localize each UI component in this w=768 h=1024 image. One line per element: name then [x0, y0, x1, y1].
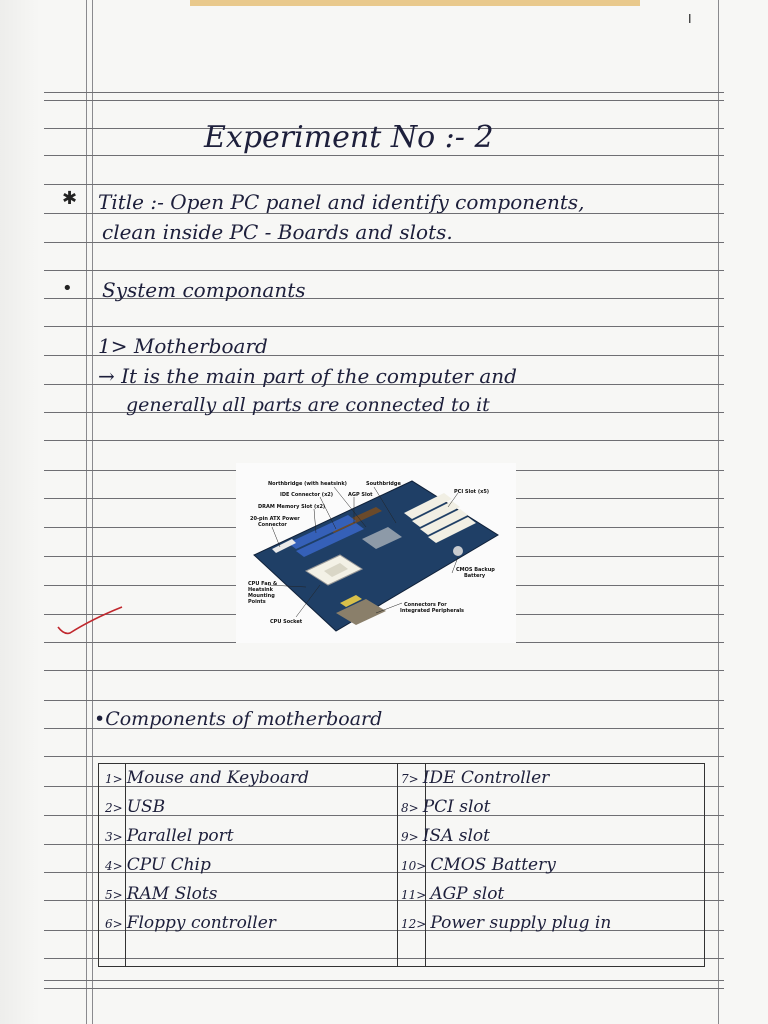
- component-list-item: [105, 768, 309, 788]
- component-list-item: [401, 913, 611, 933]
- subheading-motherboard: 1> Motherboard: [98, 334, 268, 358]
- description-line-1: → It is the main part of the computer and: [98, 364, 517, 388]
- label-cmos-battery-2: Battery: [464, 573, 486, 579]
- label-cpu-fan-3: Mounting: [248, 593, 275, 599]
- component-name: CPU Chip: [126, 855, 211, 875]
- component-name: IDE Controller: [422, 768, 550, 788]
- section-heading: System componants: [102, 278, 306, 302]
- ruled-line: [44, 92, 724, 93]
- component-list-item: [105, 884, 217, 904]
- component-number: 11>: [401, 888, 427, 902]
- component-list-item: [401, 768, 549, 788]
- component-name: RAM Slots: [126, 884, 218, 904]
- ruled-line: [44, 670, 724, 671]
- label-atx-power-2: Connector: [258, 522, 287, 528]
- component-list-item: [105, 913, 276, 933]
- component-name: Power supply plug in: [430, 913, 612, 933]
- motherboard-diagram: [236, 463, 516, 643]
- component-name: CMOS Battery: [430, 855, 556, 875]
- table-divider-middle: [397, 764, 398, 966]
- component-name: USB: [126, 797, 166, 817]
- dot-bullet: •: [62, 278, 73, 299]
- component-number: 7>: [401, 772, 419, 786]
- page-heading: Experiment No :- 2: [204, 120, 494, 155]
- component-list-item: [105, 855, 211, 875]
- label-cmos-battery: CMOS Backup: [456, 567, 495, 573]
- component-list-item: [105, 797, 165, 817]
- component-name: ISA slot: [422, 826, 490, 846]
- ruled-line: [44, 756, 724, 757]
- components-table: [98, 763, 705, 967]
- left-margin-line: [86, 0, 87, 1024]
- label-southbridge: Southbridge: [366, 481, 401, 487]
- component-number: 10>: [401, 859, 427, 873]
- ruled-line: [44, 184, 724, 185]
- description-line-2: generally all parts are connected to it: [126, 394, 490, 416]
- component-name: Parallel port: [126, 826, 234, 846]
- ruled-line: [44, 700, 724, 701]
- label-cpu-socket: CPU Socket: [270, 619, 303, 625]
- page-number: I: [688, 12, 692, 26]
- label-cpu-fan-2: Heatsink: [248, 587, 273, 593]
- ruled-line: [44, 988, 724, 989]
- component-list-item: [401, 884, 504, 904]
- check-mark-icon: [56, 605, 126, 641]
- label-connectors: Connectors For: [404, 602, 447, 608]
- components-heading: •Components of motherboard: [94, 708, 383, 730]
- ruled-line: [44, 980, 724, 981]
- title-line-2: clean inside PC - Boards and slots.: [102, 220, 453, 244]
- ruled-line: [44, 440, 724, 441]
- component-number: 6>: [105, 917, 123, 931]
- label-northbridge: Northbridge (with heatsink): [268, 481, 347, 487]
- ruled-line: [44, 155, 724, 156]
- component-name: PCI slot: [422, 797, 491, 817]
- ruled-line: [44, 326, 724, 327]
- label-dram-slot: DRAM Memory Slot (x2): [258, 504, 326, 510]
- component-list-item: [105, 826, 234, 846]
- component-number: 5>: [105, 888, 123, 902]
- component-number: 12>: [401, 917, 427, 931]
- component-number: 8>: [401, 801, 419, 815]
- component-list-item: [401, 855, 556, 875]
- title-line-1: Title :- Open PC panel and identify components,: [98, 190, 585, 214]
- left-margin-line-2: [92, 0, 93, 1024]
- label-cpu-fan: CPU Fan &: [248, 581, 278, 587]
- component-number: 4>: [105, 859, 123, 873]
- label-cpu-fan-4: Points: [248, 599, 266, 605]
- label-atx-power: 20-pin ATX Power: [250, 516, 300, 522]
- label-ide-connector: IDE Connector (x2): [280, 492, 334, 498]
- ruled-line: [44, 270, 724, 271]
- component-name: Floppy controller: [126, 913, 276, 933]
- component-list-item: [401, 797, 491, 817]
- component-name: Mouse and Keyboard: [126, 768, 310, 788]
- asterisk-bullet: ✱: [62, 188, 78, 209]
- label-agp-slot: AGP Slot: [348, 492, 373, 498]
- component-number: 3>: [105, 830, 123, 844]
- component-number: 1>: [105, 772, 123, 786]
- component-name: AGP slot: [430, 884, 505, 904]
- component-number: 9>: [401, 830, 419, 844]
- component-number: 2>: [105, 801, 123, 815]
- page-top-edge: [190, 0, 640, 6]
- ruled-line: [44, 100, 724, 101]
- label-pci-slot: PCI Slot (x5): [454, 489, 490, 495]
- right-margin-line: [718, 0, 719, 1024]
- label-connectors-2: Integrated Peripherals: [400, 608, 465, 614]
- component-list-item: [401, 826, 490, 846]
